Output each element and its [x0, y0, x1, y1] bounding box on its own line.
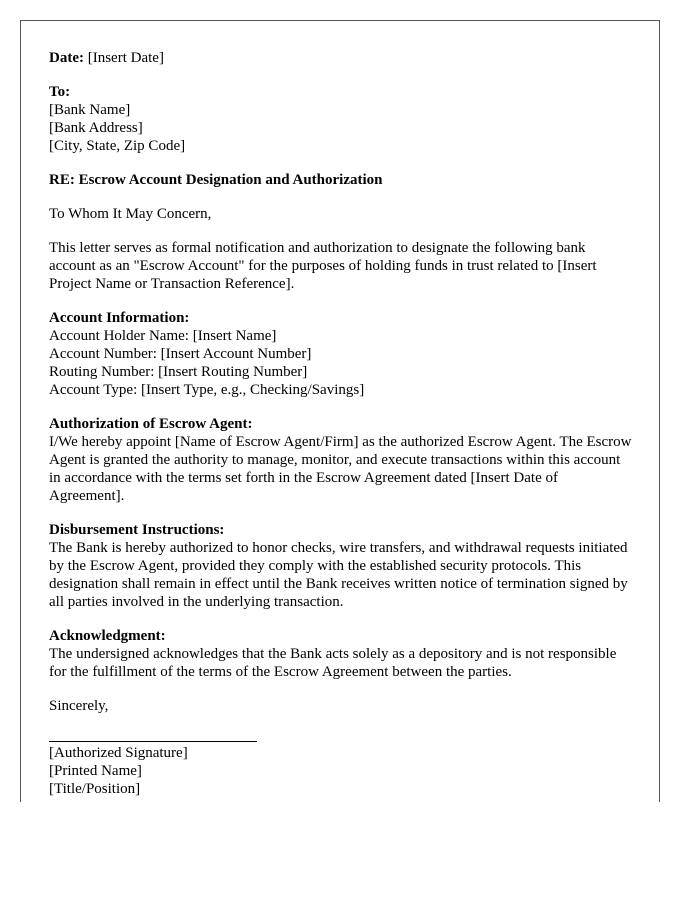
recipient-bank-address: [Bank Address] — [49, 120, 143, 136]
date-line — [49, 49, 634, 67]
account-information-section — [49, 309, 634, 399]
title-position: [Title/Position] — [49, 781, 141, 797]
authorization-text: I/We hereby appoint [Name of Escrow Agent/Firm] as the authorized Escrow Agent. The Escrow Agent is granted the authority to manage, monitor, and execute transactions within this account in accordance with the terms set forth in the Escrow Agreement dated [Insert Date of Agreement]. — [49, 434, 632, 504]
acknowledgment-text: The undersigned acknowledges that the Bank acts solely as a depository and is not responsible for the fulfillment of the terms of the Escrow Agreement between the parties. — [49, 646, 617, 680]
account-information-heading: Account Information: — [49, 310, 190, 326]
intro-paragraph: This letter serves as formal notification and authorization to designate the following bank account as an "Escrow Account" for the purposes of holding funds in trust related to [Insert Project Name or Transaction Reference]. — [49, 240, 597, 292]
printed-name: [Printed Name] — [49, 763, 142, 779]
signature-line — [49, 741, 257, 742]
acknowledgment-heading: Acknowledgment: — [49, 628, 166, 644]
salutation: To Whom It May Concern, — [49, 206, 212, 222]
closing: Sincerely, — [49, 698, 109, 714]
subject-line: RE: Escrow Account Designation and Authorization — [49, 172, 383, 188]
recipient-bank-name: [Bank Name] — [49, 102, 131, 118]
authorization-section — [49, 415, 634, 505]
to-label: To: — [49, 84, 71, 100]
routing-number: Routing Number: [Insert Routing Number] — [49, 364, 308, 380]
account-type: Account Type: [Insert Type, e.g., Checking/Savings] — [49, 382, 365, 398]
authorized-signature: [Authorized Signature] — [49, 745, 188, 761]
disbursement-heading: Disbursement Instructions: — [49, 522, 225, 538]
account-number: Account Number: [Insert Account Number] — [49, 346, 312, 362]
letter-body — [49, 49, 634, 798]
acknowledgment-section — [49, 627, 634, 681]
date-value: [Insert Date] — [87, 50, 164, 66]
date-label: Date: — [49, 50, 84, 66]
authorization-heading: Authorization of Escrow Agent: — [49, 416, 253, 432]
letter-page — [20, 20, 660, 802]
disbursement-section — [49, 521, 634, 611]
disbursement-text: The Bank is hereby authorized to honor checks, wire transfers, and withdrawal requests initiated by the Escrow Agent, provided they comply with the established security protocols. This designation shall remain in effect until the Bank receives written notice of termination signed by all parties involved in the underlying transaction. — [49, 540, 628, 610]
signature-block — [49, 744, 634, 798]
recipient-block — [49, 83, 634, 155]
account-holder-name: Account Holder Name: [Insert Name] — [49, 328, 277, 344]
recipient-city-state-zip: [City, State, Zip Code] — [49, 138, 186, 154]
